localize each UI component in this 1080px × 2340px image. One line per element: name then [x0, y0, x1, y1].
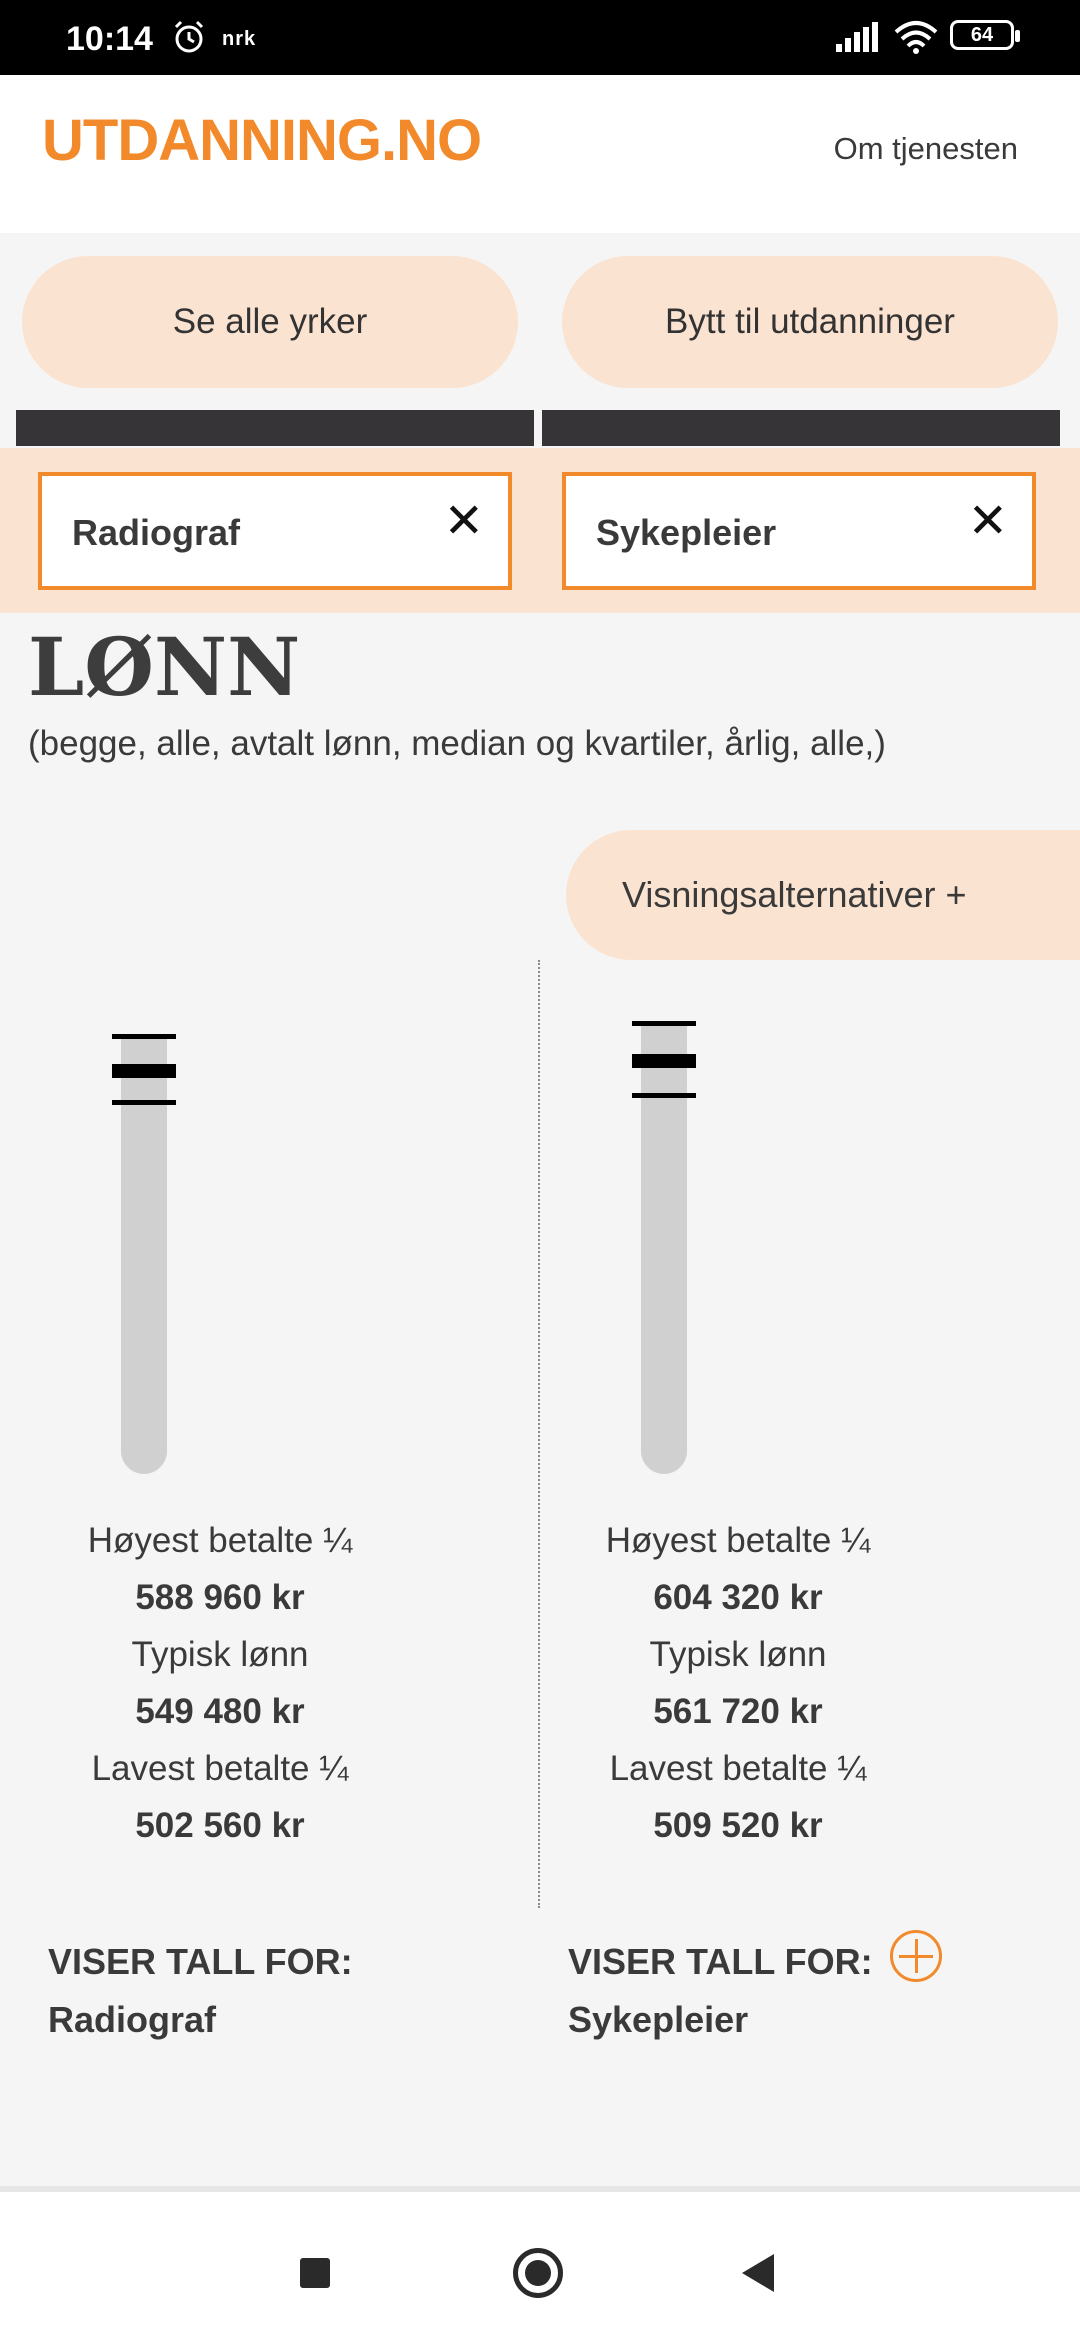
showing-for-name: Radiograf [48, 1999, 217, 2040]
about-link[interactable]: Om tjenesten [833, 131, 1018, 166]
salary-stats [518, 1512, 958, 1854]
status-bar [0, 0, 1080, 75]
site-header [0, 75, 1080, 233]
alarm-icon [170, 18, 208, 61]
remove-occupation-close-icon[interactable]: ✕ [443, 495, 484, 548]
upper-quartile-marker [632, 1021, 696, 1026]
occupation-name: Radiograf [72, 512, 241, 553]
lower-quartile-marker [112, 1100, 176, 1105]
selected-occupation-chip [38, 472, 512, 590]
median-marker [632, 1054, 696, 1068]
bottom-quartile-value: 502 560 kr [135, 1806, 305, 1845]
showing-for-name: Sykepleier [568, 1999, 749, 2040]
showing-for-label: VISER TALL FOR: [48, 1941, 353, 1982]
site-logo[interactable]: UTDANNING.NO [42, 108, 482, 173]
top-quartile-value: 604 320 kr [653, 1578, 823, 1617]
recent-apps-icon[interactable] [300, 2258, 330, 2288]
median-marker [112, 1064, 176, 1078]
section-title: LØNN [28, 620, 301, 714]
bottom-quartile-label: Lavest betalte ¼ [609, 1749, 867, 1788]
back-icon[interactable] [742, 2254, 774, 2292]
column-header-bar-right [542, 410, 1060, 446]
upper-quartile-marker [112, 1034, 176, 1039]
typical-salary-label: Typisk lønn [131, 1635, 309, 1674]
top-quartile-value: 588 960 kr [135, 1578, 305, 1617]
status-time: 10:14 [66, 20, 153, 58]
typical-salary-label: Typisk lønn [649, 1635, 827, 1674]
expand-plus-icon[interactable] [890, 1930, 942, 1982]
top-quartile-label: Høyest betalte ¼ [87, 1521, 353, 1560]
switch-to-educations-button[interactable]: Bytt til utdanninger [562, 256, 1058, 388]
column-header-bar-left [16, 410, 534, 446]
salary-stats [0, 1512, 440, 1854]
showing-for-label: VISER TALL FOR: [568, 1941, 873, 1982]
typical-salary-value: 549 480 kr [135, 1692, 305, 1731]
wifi-icon [894, 20, 938, 59]
typical-salary-value: 561 720 kr [653, 1692, 823, 1731]
salary-range-bar [641, 1024, 687, 1474]
nrk-icon: nrk [222, 28, 257, 50]
selected-occupation-chip [562, 472, 1036, 590]
showing-for-left [48, 1933, 353, 2049]
see-all-occupations-button[interactable]: Se alle yrker [22, 256, 518, 388]
top-quartile-label: Høyest betalte ¼ [605, 1521, 871, 1560]
showing-for-right [568, 1933, 873, 2049]
display-options-button[interactable]: Visningsalternativer + [566, 830, 1080, 960]
bottom-quartile-value: 509 520 kr [653, 1806, 823, 1845]
battery-icon: 64 [950, 20, 1014, 50]
section-subtitle: (begge, alle, avtalt lønn, median og kvartiler, årlig, alle,) [28, 724, 886, 763]
bottom-quartile-label: Lavest betalte ¼ [91, 1749, 349, 1788]
signal-icon [836, 22, 880, 57]
home-icon[interactable] [513, 2248, 563, 2298]
remove-occupation-close-icon[interactable]: ✕ [967, 495, 1008, 548]
lower-quartile-marker [632, 1093, 696, 1098]
occupation-name: Sykepleier [596, 512, 777, 553]
